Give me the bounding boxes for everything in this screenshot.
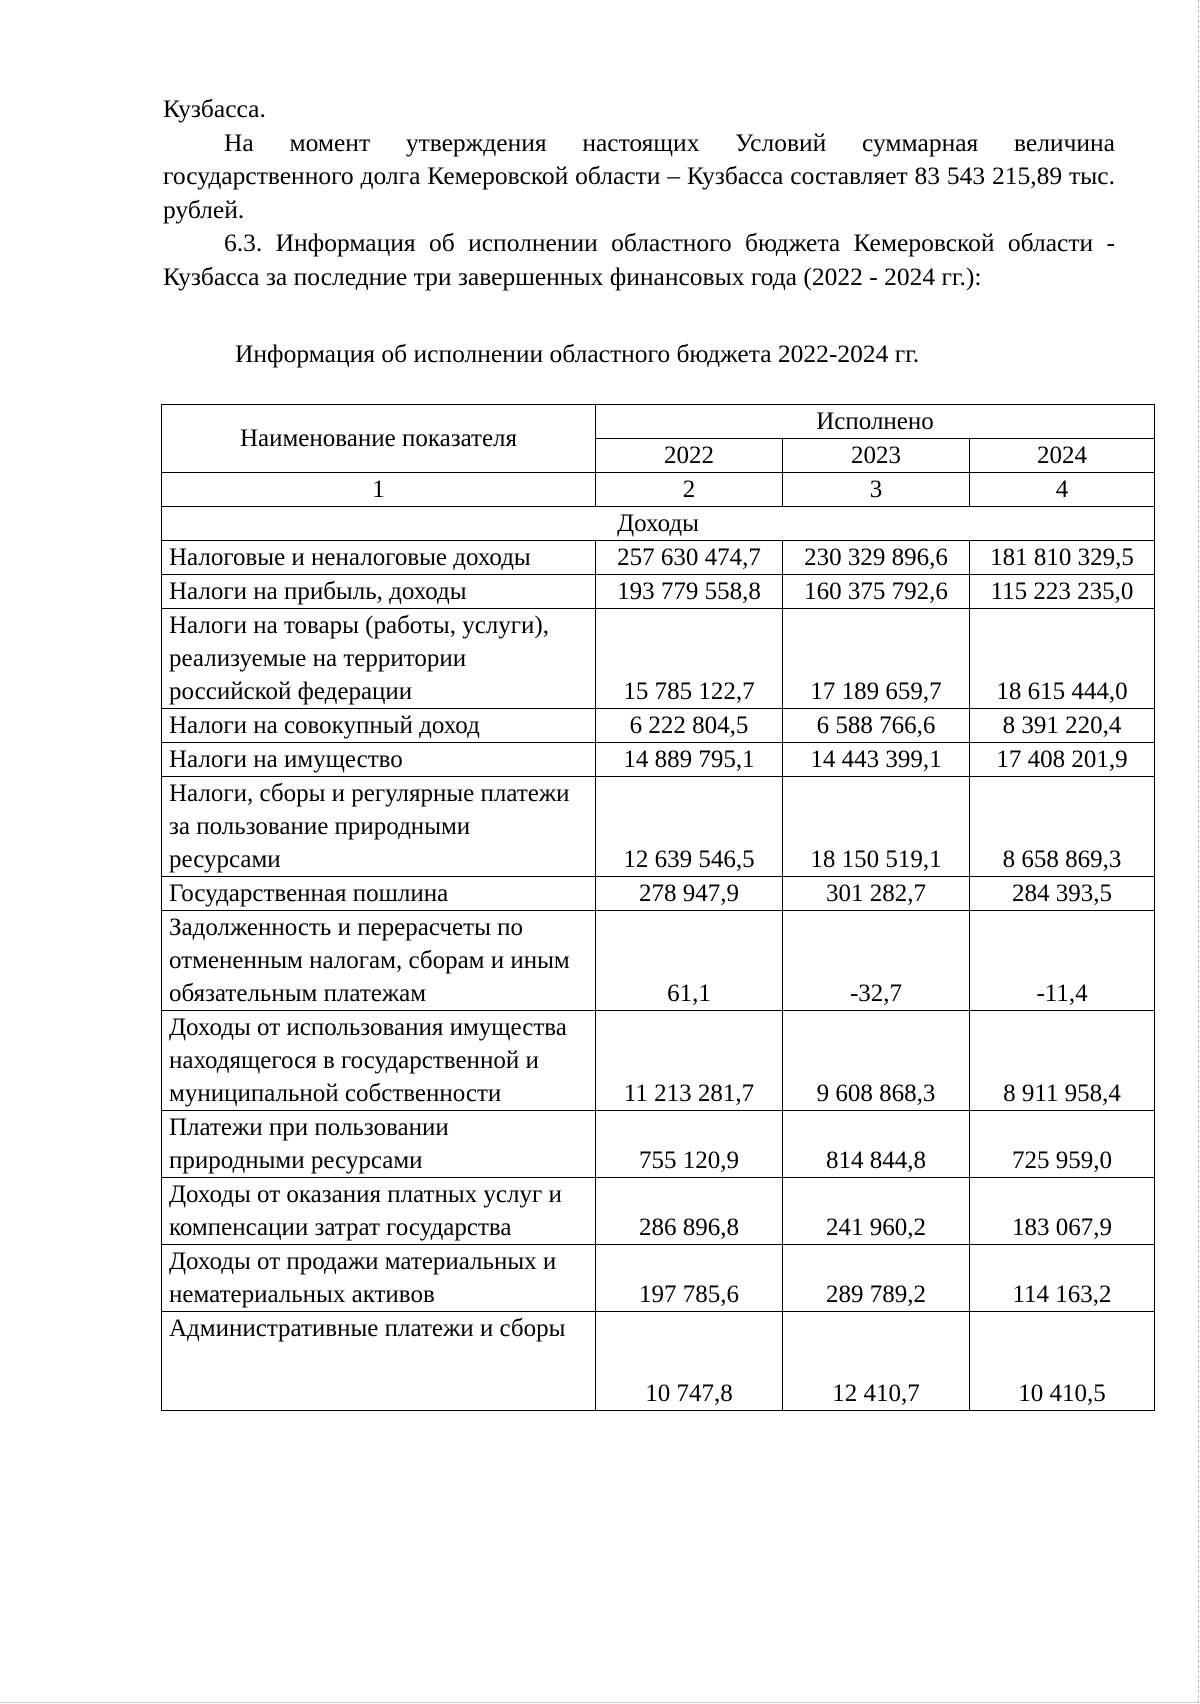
header-indicator: Наименование показателя xyxy=(162,405,596,473)
value-2024: 8 911 958,4 xyxy=(970,1011,1155,1111)
table-row xyxy=(162,1245,1155,1312)
header-year-2023: 2023 xyxy=(783,439,970,473)
value-2022: 14 889 795,1 xyxy=(596,743,783,777)
paragraph-budget: 6.3. Информация об исполнении областного бюджета Кемеровской области - Кузбасса за последние три завершенных финансовых года (2022 - 2024 гг.): xyxy=(163,228,1115,291)
value-2022: 755 120,9 xyxy=(596,1111,783,1178)
table-row xyxy=(162,1178,1155,1245)
value-2024: 181 810 329,5 xyxy=(970,541,1155,575)
value-2023: 814 844,8 xyxy=(783,1111,970,1178)
value-2024: 725 959,0 xyxy=(970,1111,1155,1178)
value-2023: 18 150 519,1 xyxy=(783,777,970,877)
row-name: Налоги на товары (работы, услуги), реализуемые на территории российской федерации xyxy=(162,609,596,709)
value-2022: 286 896,8 xyxy=(596,1178,783,1245)
value-2023: 289 789,2 xyxy=(783,1245,970,1312)
value-2023: 230 329 896,6 xyxy=(783,541,970,575)
header-year-2022: 2022 xyxy=(596,439,783,473)
table-row xyxy=(162,1312,1155,1411)
column-number: 3 xyxy=(783,473,970,507)
value-2022: 15 785 122,7 xyxy=(596,609,783,709)
header-executed: Исполнено xyxy=(596,405,1155,439)
value-2022: 257 630 474,7 xyxy=(596,541,783,575)
row-name: Налоговые и неналоговые доходы xyxy=(162,541,596,575)
table-row xyxy=(162,877,1155,911)
value-2023: -32,7 xyxy=(783,911,970,1011)
row-name: Доходы от оказания платных услуг и компенсации затрат государства xyxy=(162,1178,596,1245)
paragraph-debt: На момент утверждения настоящих Условий суммарная величина государственного долга Кемеровской области – Кузбасса составляет 83 543 215,89 тыс. рублей. xyxy=(163,127,1115,224)
row-name: Доходы от продажи материальных и нематериальных активов xyxy=(162,1245,596,1312)
paragraph-continuation: Кузбасса. xyxy=(163,94,266,123)
row-name: Налоги на прибыль, доходы xyxy=(162,575,596,609)
value-2023: 17 189 659,7 xyxy=(783,609,970,709)
value-2022: 193 779 558,8 xyxy=(596,575,783,609)
budget-table xyxy=(161,404,1155,1411)
value-2023: 241 960,2 xyxy=(783,1178,970,1245)
value-2024: 284 393,5 xyxy=(970,877,1155,911)
column-number: 1 xyxy=(162,473,596,507)
row-name: Государственная пошлина xyxy=(162,877,596,911)
value-2023: 14 443 399,1 xyxy=(783,743,970,777)
table-row xyxy=(162,1111,1155,1178)
value-2024: 183 067,9 xyxy=(970,1178,1155,1245)
value-2024: 17 408 201,9 xyxy=(970,743,1155,777)
value-2022: 10 747,8 xyxy=(596,1312,783,1411)
value-2022: 61,1 xyxy=(596,911,783,1011)
table-row xyxy=(162,743,1155,777)
value-2023: 9 608 868,3 xyxy=(783,1011,970,1111)
column-number: 2 xyxy=(596,473,783,507)
value-2023: 12 410,7 xyxy=(783,1312,970,1411)
value-2023: 6 588 766,6 xyxy=(783,709,970,743)
row-name: Налоги, сборы и регулярные платежи за пользование природными ресурсами xyxy=(162,777,596,877)
body-text xyxy=(163,92,1115,293)
column-number-row xyxy=(162,473,1155,507)
value-2024: 114 163,2 xyxy=(970,1245,1155,1312)
section-title: Доходы xyxy=(162,507,1155,541)
value-2024: 115 223 235,0 xyxy=(970,575,1155,609)
row-name: Налоги на совокупный доход xyxy=(162,709,596,743)
value-2022: 278 947,9 xyxy=(596,877,783,911)
value-2023: 160 375 792,6 xyxy=(783,575,970,609)
column-number: 4 xyxy=(970,473,1155,507)
value-2022: 12 639 546,5 xyxy=(596,777,783,877)
value-2022: 11 213 281,7 xyxy=(596,1011,783,1111)
table-row xyxy=(162,575,1155,609)
section-row xyxy=(162,507,1155,541)
header-year-2024: 2024 xyxy=(970,439,1155,473)
table-row xyxy=(162,777,1155,877)
value-2024: 10 410,5 xyxy=(970,1312,1155,1411)
row-name: Доходы от использования имущества находящегося в государственной и муниципальной собственности xyxy=(162,1011,596,1111)
row-name: Административные платежи и сборы xyxy=(162,1312,596,1411)
table-row xyxy=(162,709,1155,743)
value-2024: 8 658 869,3 xyxy=(970,777,1155,877)
table-row xyxy=(162,609,1155,709)
value-2024: -11,4 xyxy=(970,911,1155,1011)
table-row xyxy=(162,1011,1155,1111)
row-name: Налоги на имущество xyxy=(162,743,596,777)
value-2024: 18 615 444,0 xyxy=(970,609,1155,709)
table-row xyxy=(162,541,1155,575)
value-2022: 197 785,6 xyxy=(596,1245,783,1312)
row-name: Платежи при пользовании природными ресурсами xyxy=(162,1111,596,1178)
value-2022: 6 222 804,5 xyxy=(596,709,783,743)
table-row xyxy=(162,911,1155,1011)
row-name: Задолженность и перерасчеты по отмененным налогам, сборам и иным обязательным платежам xyxy=(162,911,596,1011)
table-caption: Информация об исполнении областного бюджета 2022-2024 гг. xyxy=(235,339,920,368)
value-2024: 8 391 220,4 xyxy=(970,709,1155,743)
value-2023: 301 282,7 xyxy=(783,877,970,911)
